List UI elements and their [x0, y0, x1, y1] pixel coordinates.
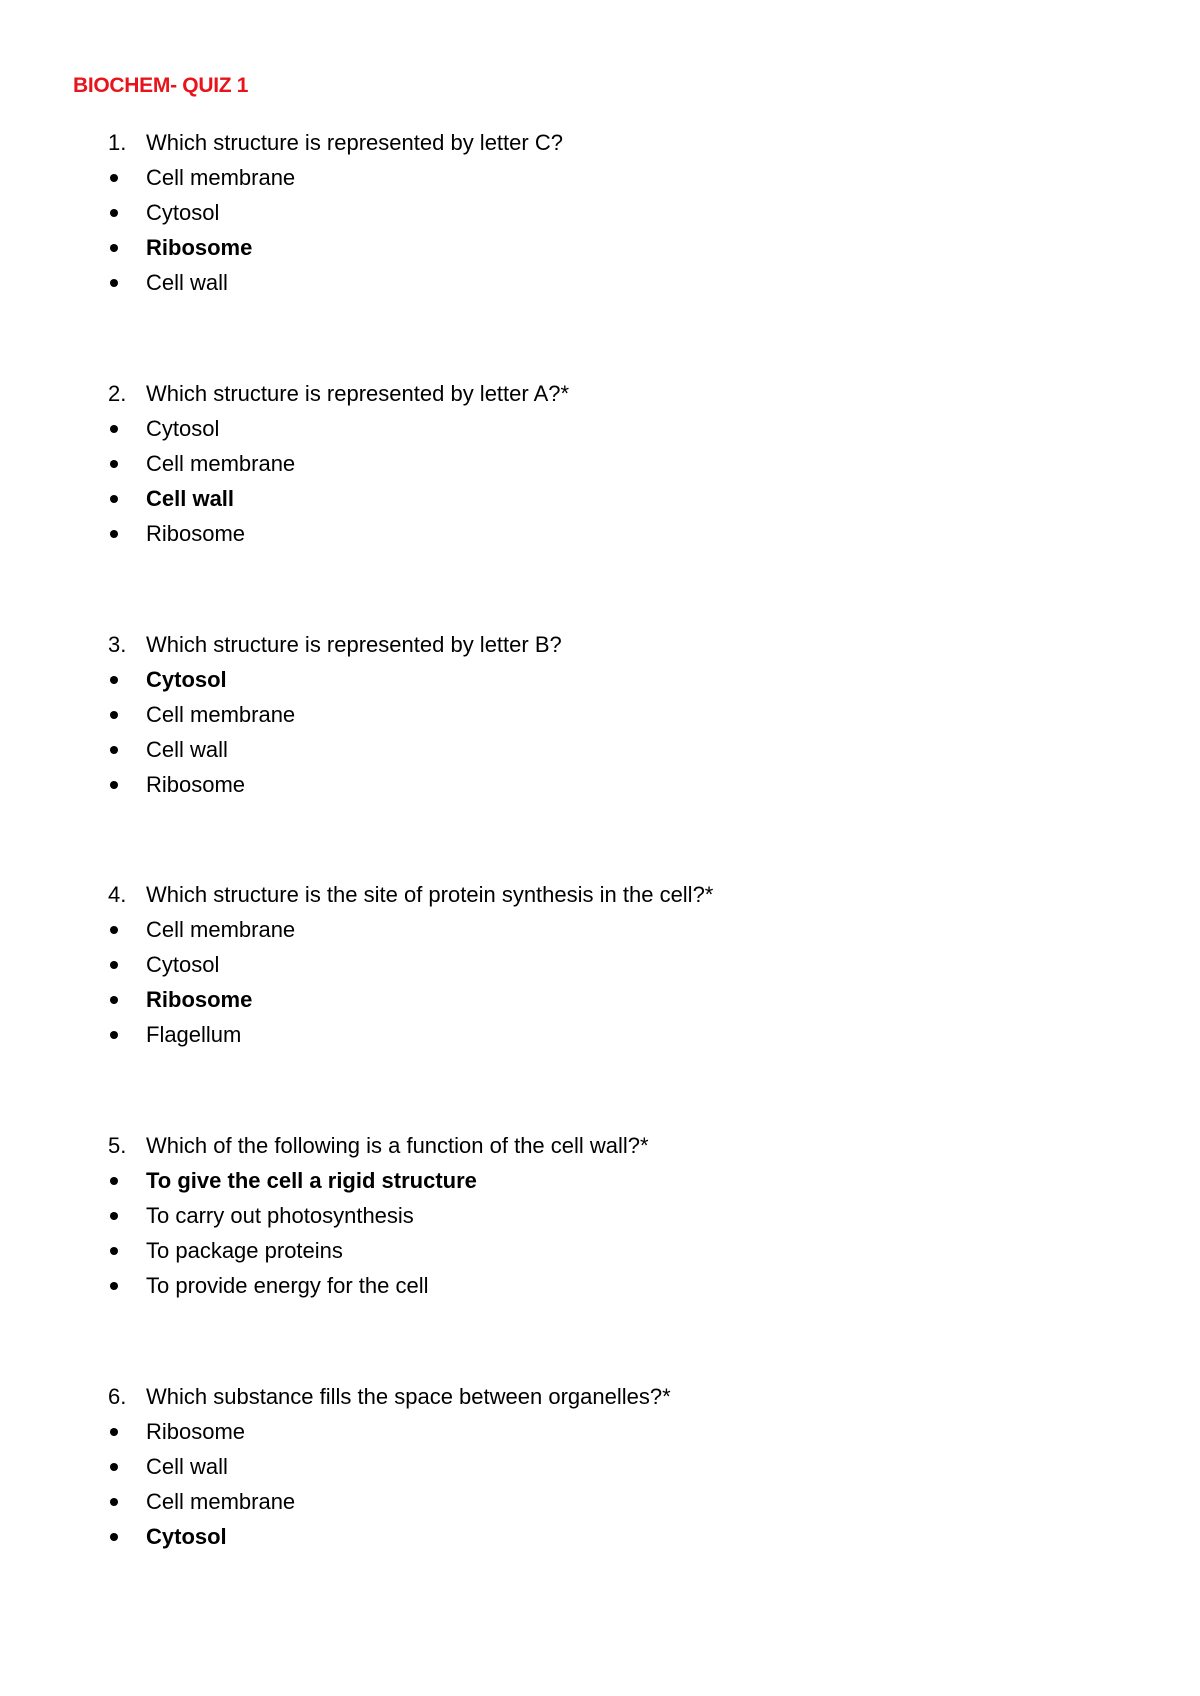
bullet-icon — [110, 1282, 118, 1290]
answer-option — [0, 411, 1200, 446]
answer-label: Cell membrane — [146, 165, 296, 190]
page-title: BIOCHEM- QUIZ 1 — [73, 74, 249, 97]
answer-option — [0, 697, 1200, 732]
question-text: Which substance fills the space between organelles?* — [146, 1384, 671, 1409]
answer-option — [0, 195, 1200, 230]
question-line — [0, 627, 1200, 662]
bullet-icon — [110, 495, 118, 503]
answer-option — [0, 446, 1200, 481]
question-1 — [0, 125, 1200, 300]
question-line — [0, 125, 1200, 160]
answer-label: Cell wall — [146, 270, 228, 295]
answer-option — [0, 767, 1200, 802]
question-text: Which structure is represented by letter A?* — [146, 381, 570, 406]
bullet-icon — [110, 530, 118, 538]
answer-option-correct — [0, 662, 1200, 697]
question-6 — [0, 1379, 1200, 1554]
answer-label: Cell membrane — [146, 702, 296, 727]
bullet-icon — [110, 711, 118, 719]
question-4 — [0, 877, 1200, 1052]
bullet-icon — [110, 279, 118, 287]
question-number: 4. — [108, 882, 127, 907]
answer-option-correct — [0, 1163, 1200, 1198]
question-number: 1. — [108, 130, 127, 155]
question-number: 2. — [108, 381, 127, 406]
answer-label: Cell wall — [146, 737, 228, 762]
bullet-icon — [110, 1212, 118, 1220]
answer-label: Cytosol — [146, 200, 220, 225]
question-number: 3. — [108, 632, 127, 657]
question-number: 6. — [108, 1384, 127, 1409]
bullet-icon — [110, 244, 118, 252]
answer-option — [0, 1414, 1200, 1449]
bullet-icon — [110, 1177, 118, 1185]
question-5 — [0, 1128, 1200, 1303]
answer-option — [0, 1268, 1200, 1303]
answer-option — [0, 1449, 1200, 1484]
bullet-icon — [110, 676, 118, 684]
bullet-icon — [110, 209, 118, 217]
answer-label: Cytosol — [146, 952, 220, 977]
answer-option — [0, 1017, 1200, 1052]
bullet-icon — [110, 1533, 118, 1541]
question-line — [0, 376, 1200, 411]
bullet-icon — [110, 174, 118, 182]
question-text: Which of the following is a function of the cell wall?* — [146, 1133, 649, 1158]
bullet-icon — [110, 460, 118, 468]
question-text: Which structure is represented by letter C? — [146, 130, 563, 155]
answer-label: Ribosome — [146, 987, 253, 1012]
bullet-icon — [110, 996, 118, 1004]
bullet-icon — [110, 1463, 118, 1471]
answer-option — [0, 1484, 1200, 1519]
question-line — [0, 1128, 1200, 1163]
answer-label: To package proteins — [146, 1238, 343, 1263]
bullet-icon — [110, 781, 118, 789]
answer-label: Ribosome — [146, 521, 246, 546]
answer-label: Cell wall — [146, 486, 235, 511]
answer-option-correct — [0, 982, 1200, 1017]
answer-option-correct — [0, 230, 1200, 265]
answer-option — [0, 516, 1200, 551]
answer-option — [0, 1198, 1200, 1233]
question-3 — [0, 627, 1200, 802]
answer-label: Cytosol — [146, 1524, 227, 1549]
answer-option — [0, 1233, 1200, 1268]
answer-label: Flagellum — [146, 1022, 242, 1047]
bullet-icon — [110, 1428, 118, 1436]
answer-option — [0, 912, 1200, 947]
question-line — [0, 1379, 1200, 1414]
answer-label: Cell membrane — [146, 451, 296, 476]
answer-label: Ribosome — [146, 772, 246, 797]
bullet-icon — [110, 1498, 118, 1506]
bullet-icon — [110, 1247, 118, 1255]
answer-option-correct — [0, 481, 1200, 516]
bullet-icon — [110, 746, 118, 754]
answer-label: Cytosol — [146, 416, 220, 441]
question-line — [0, 877, 1200, 912]
bullet-icon — [110, 1031, 118, 1039]
answer-label: To carry out photosynthesis — [146, 1203, 414, 1228]
answer-label: Ribosome — [146, 1419, 246, 1444]
answer-label: Cell wall — [146, 1454, 228, 1479]
answer-option — [0, 947, 1200, 982]
answer-label: To give the cell a rigid structure — [146, 1168, 477, 1193]
answer-option — [0, 732, 1200, 767]
answer-label: To provide energy for the cell — [146, 1273, 429, 1298]
answer-label: Cell membrane — [146, 1489, 296, 1514]
question-number: 5. — [108, 1133, 127, 1158]
answer-option — [0, 265, 1200, 300]
question-text: Which structure is represented by letter B? — [146, 632, 562, 657]
answer-option-correct — [0, 1519, 1200, 1554]
bullet-icon — [110, 961, 118, 969]
bullet-icon — [110, 425, 118, 433]
question-2 — [0, 376, 1200, 551]
question-text: Which structure is the site of protein synthesis in the cell?* — [146, 882, 714, 907]
bullet-icon — [110, 926, 118, 934]
answer-label: Ribosome — [146, 235, 253, 260]
answer-option — [0, 160, 1200, 195]
answer-label: Cytosol — [146, 667, 227, 692]
answer-label: Cell membrane — [146, 917, 296, 942]
